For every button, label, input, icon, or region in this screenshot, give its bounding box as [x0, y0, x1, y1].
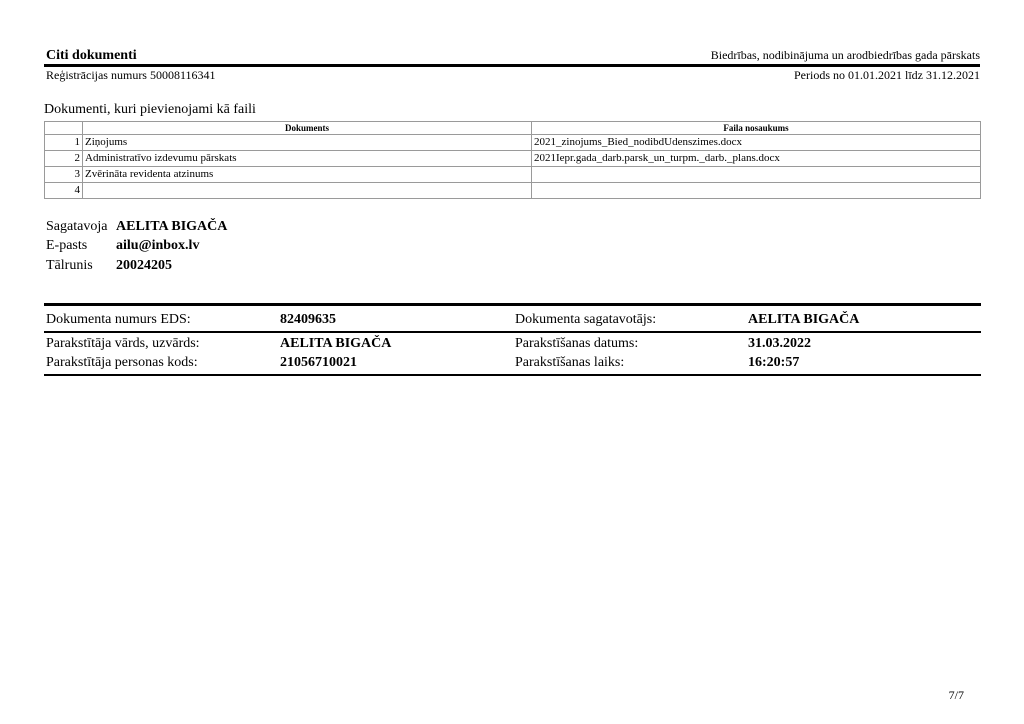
file-name	[532, 183, 981, 199]
row-number: 4	[45, 183, 83, 199]
column-header-number	[45, 122, 83, 135]
preparer-email-label: E-pasts	[46, 238, 88, 253]
signature-divider-top	[44, 303, 981, 306]
report-type: Biedrības, nodibinājuma un arodbiedrības gada pārskats	[710, 48, 980, 62]
signature-divider-bottom	[44, 374, 981, 376]
attachments-table	[44, 121, 981, 199]
document-name: Administratīvo izdevumu pārskats	[83, 151, 532, 167]
file-name[interactable]: 2021Iepr.gada_darb.parsk_un_turpm._darb._plans.docx	[532, 151, 981, 167]
author-name: AELITA BIGAČA	[748, 312, 860, 327]
column-header-document: Dokuments	[83, 122, 532, 135]
file-name[interactable]: 2021_zinojums_Bied_nodibdUdenszimes.docx	[532, 135, 981, 151]
sign-date-label: Parakstīšanas datums:	[515, 336, 639, 351]
signer-name: AELITA BIGAČA	[280, 336, 392, 351]
table-row	[45, 183, 981, 199]
author-label: Dokumenta sagatavotājs:	[515, 312, 657, 327]
preparer-phone: 20024205	[116, 258, 172, 273]
page-number: 7/7	[948, 688, 964, 702]
preparer-name-label: Sagatavoja	[46, 219, 108, 234]
signature-divider-middle	[44, 331, 981, 333]
sign-time-label: Parakstīšanas laiks:	[515, 355, 625, 370]
header-divider	[44, 64, 980, 67]
document-name	[83, 183, 532, 199]
table-row	[45, 135, 981, 151]
preparer-email: ailu@inbox.lv	[116, 238, 200, 253]
preparer-name: AELITA BIGAČA	[116, 219, 228, 234]
eds-label: Dokumenta numurs EDS:	[46, 312, 191, 327]
personal-code: 21056710021	[280, 355, 357, 370]
signer-label: Parakstītāja vārds, uzvārds:	[46, 336, 200, 351]
preparer-phone-label: Tālrunis	[46, 258, 93, 273]
registration-number: Reģistrācijas numurs 50008116341	[46, 68, 216, 82]
row-number: 2	[45, 151, 83, 167]
report-period: Periods no 01.01.2021 līdz 31.12.2021	[794, 68, 980, 82]
page-title: Citi dokumenti	[46, 48, 137, 63]
personal-code-label: Parakstītāja personas kods:	[46, 355, 198, 370]
attachments-heading: Dokumenti, kuri pievienojami kā faili	[44, 102, 256, 117]
table-row	[45, 167, 981, 183]
file-name	[532, 167, 981, 183]
document-name: Ziņojums	[83, 135, 532, 151]
sign-time: 16:20:57	[748, 355, 800, 370]
preparer-email-row	[46, 238, 199, 254]
preparer-name-row	[46, 219, 227, 235]
eds-number: 82409635	[280, 312, 336, 327]
row-number: 1	[45, 135, 83, 151]
column-header-file: Faila nosaukums	[532, 122, 981, 135]
preparer-phone-row	[46, 258, 172, 274]
table-header-row	[45, 122, 981, 135]
document-name: Zvērināta revidenta atzinums	[83, 167, 532, 183]
row-number: 3	[45, 167, 83, 183]
sign-date: 31.03.2022	[748, 336, 811, 351]
table-row	[45, 151, 981, 167]
